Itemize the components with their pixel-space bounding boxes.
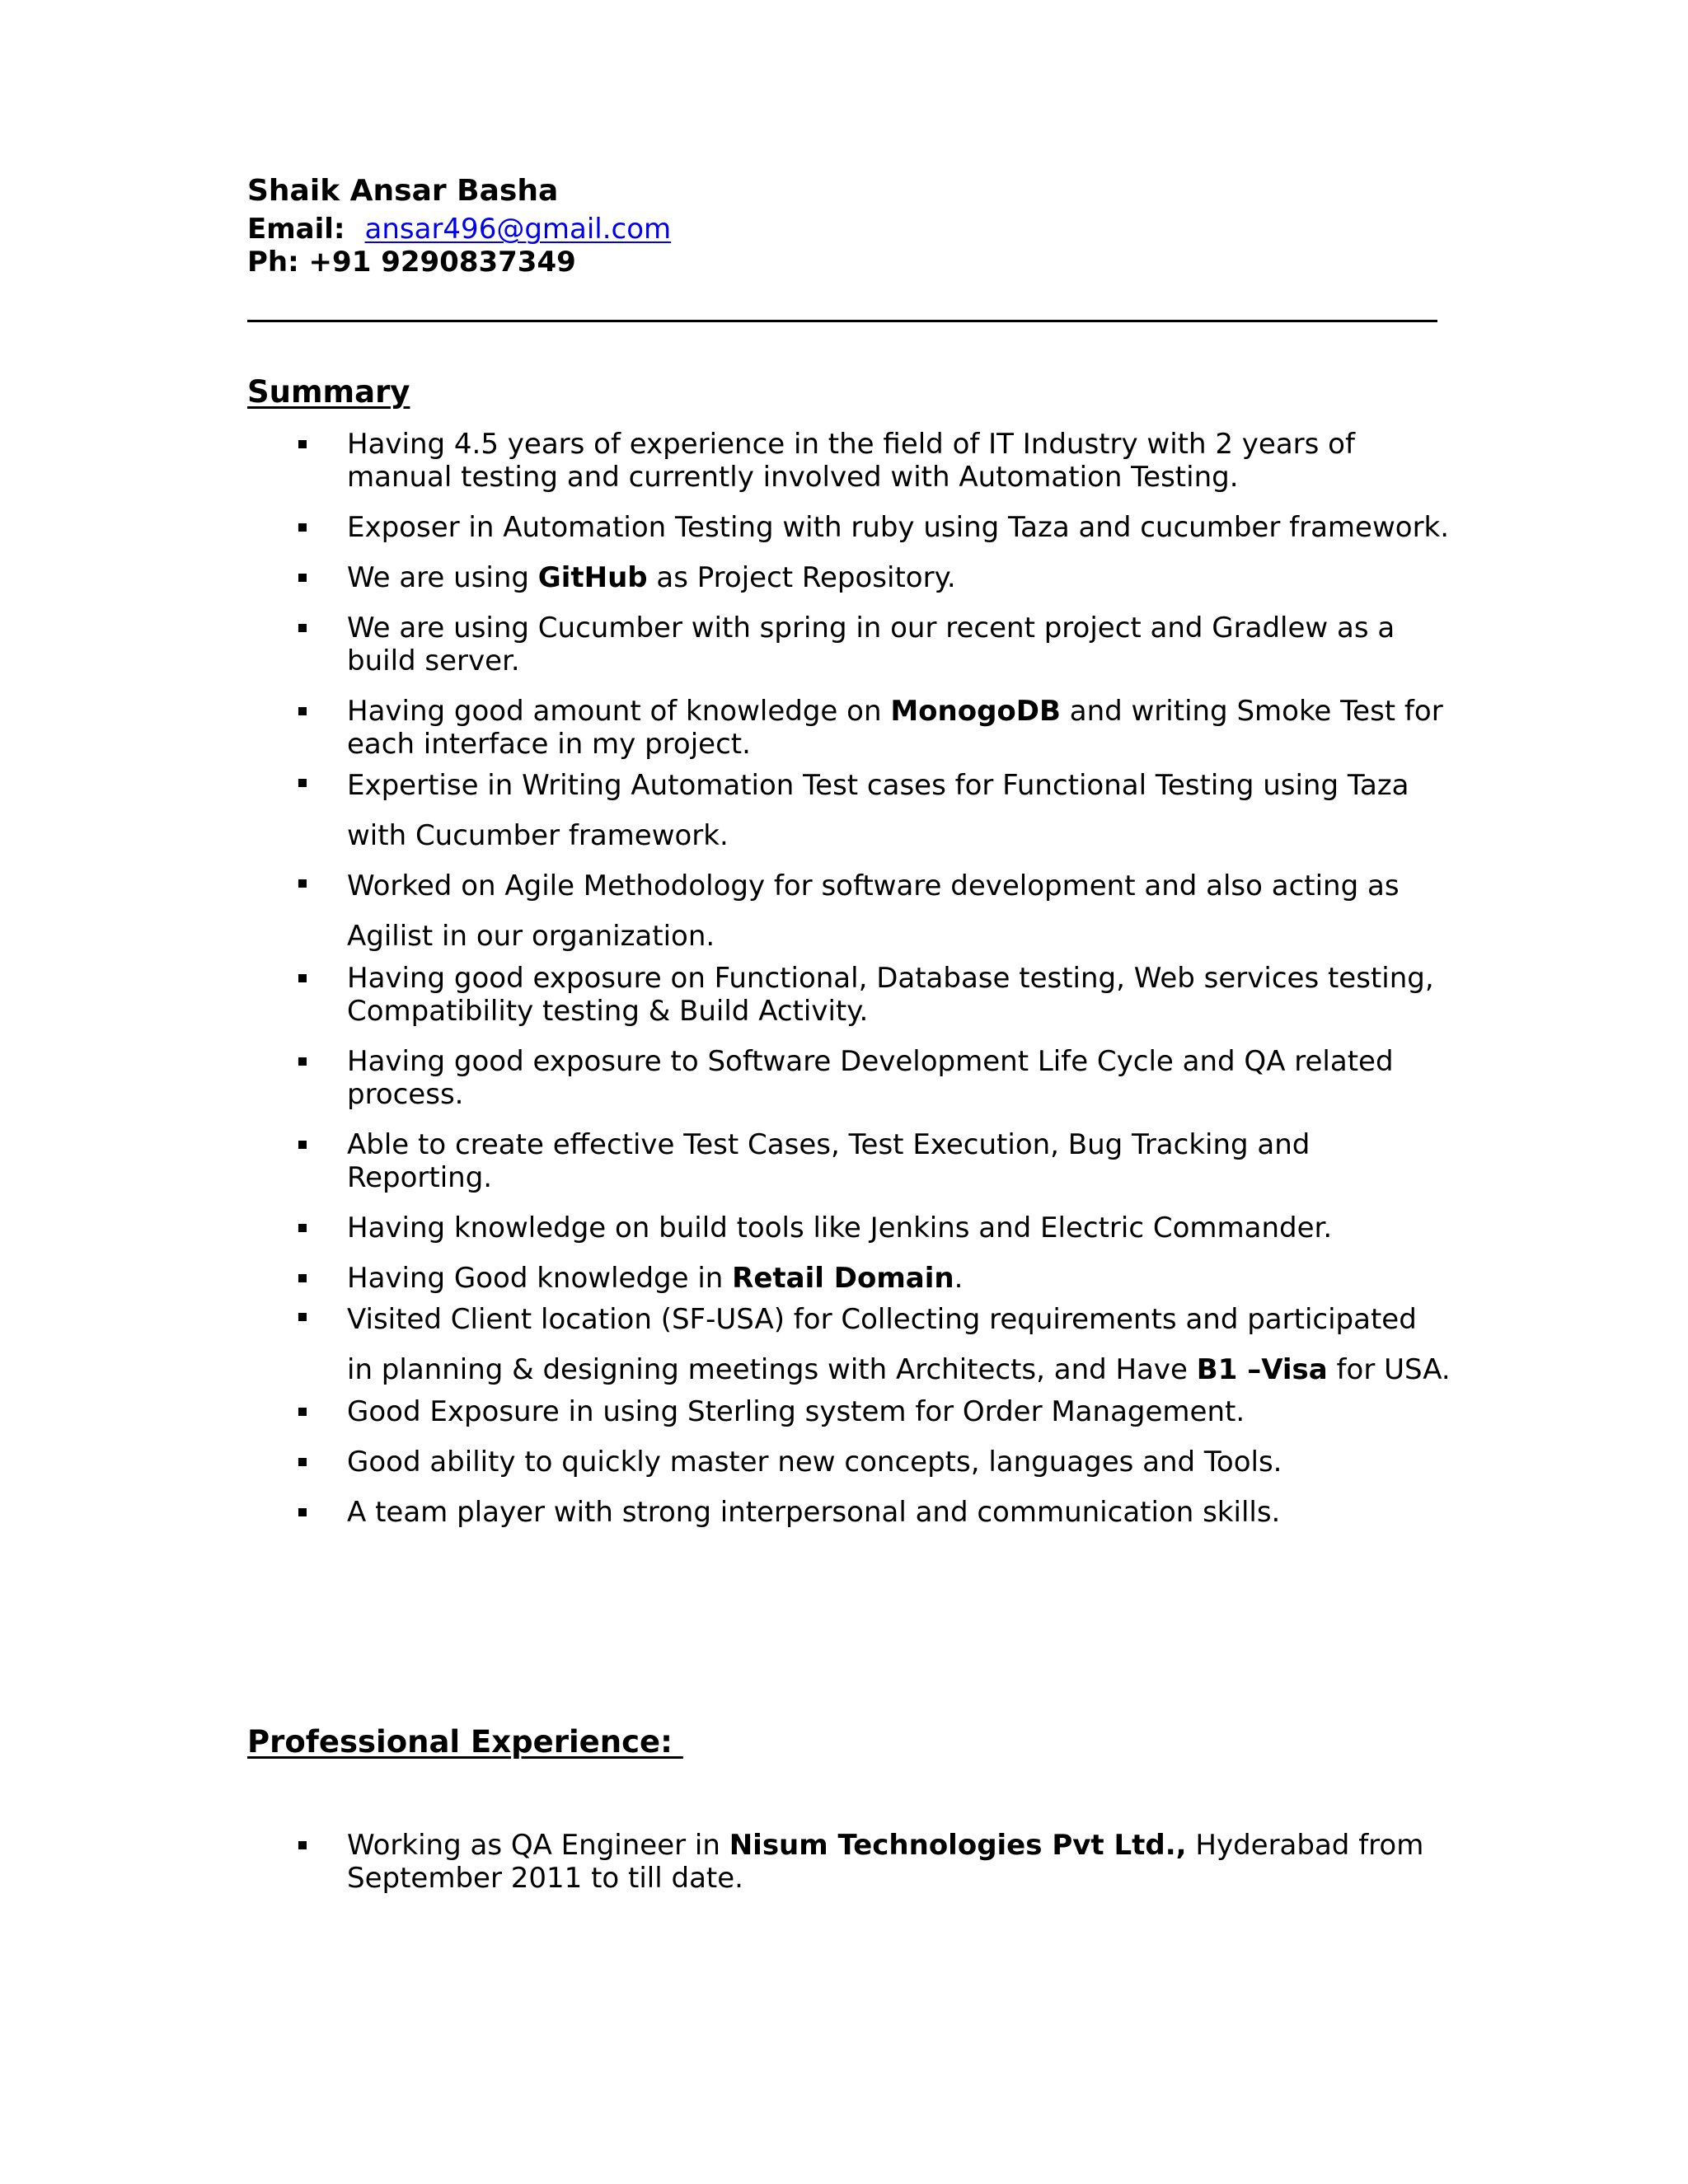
square-bullet-icon	[298, 440, 307, 448]
item-text: Having good amount of knowledge on	[347, 695, 891, 728]
item-text: .	[954, 1262, 964, 1295]
item-text: We are using Cucumber with spring in our recent project and Gradlew as a build server.	[347, 612, 1395, 677]
list-item	[247, 1262, 1451, 1295]
square-bullet-icon	[298, 1274, 307, 1282]
square-bullet-icon	[298, 1841, 307, 1849]
experience-list	[247, 1829, 1451, 1895]
list-item	[247, 612, 1451, 677]
list-item	[247, 1395, 1451, 1428]
email-link[interactable]: ansar496@gmail.com	[364, 213, 672, 246]
list-item	[247, 1045, 1451, 1111]
list-item	[247, 1496, 1451, 1529]
list-item	[247, 428, 1451, 494]
bold-text: B1 –Visa	[1196, 1353, 1328, 1386]
square-bullet-icon	[298, 1057, 307, 1066]
email-line	[247, 212, 671, 246]
item-text: Having Good knowledge in	[347, 1262, 733, 1295]
bold-text: MonogoDB	[890, 695, 1061, 728]
bold-text: Retail Domain	[732, 1262, 954, 1295]
square-bullet-icon	[298, 879, 307, 888]
square-bullet-icon	[298, 523, 307, 532]
list-item	[247, 1212, 1451, 1244]
list-item	[247, 511, 1451, 544]
square-bullet-icon	[298, 1508, 307, 1516]
item-text: Having knowledge on build tools like Jenkins and Electric Commander.	[347, 1212, 1333, 1244]
list-item	[247, 962, 1451, 1028]
square-bullet-icon	[298, 1224, 307, 1232]
list-item	[247, 1295, 1451, 1395]
list-item	[247, 1446, 1451, 1479]
item-text: Working as QA Engineer in	[347, 1829, 729, 1862]
square-bullet-icon	[298, 1408, 307, 1416]
bold-text: GitHub	[537, 561, 648, 594]
list-item	[247, 1829, 1451, 1895]
summary-list	[247, 428, 1451, 1529]
header-divider	[247, 320, 1437, 322]
item-text: Having 4.5 years of experience in the field of IT Industry with 2 years of manual testing and currently involved with Automation Testing.	[347, 428, 1355, 494]
experience-heading: Professional Experience:	[247, 1724, 683, 1760]
item-text: Good ability to quickly master new concepts, languages and Tools.	[347, 1446, 1282, 1479]
phone-line: Ph: +91 9290837349	[247, 246, 576, 279]
item-text: Hyderabad from September 2011 to till date.	[347, 1829, 1424, 1895]
candidate-name: Shaik Ansar Basha	[247, 174, 559, 208]
square-bullet-icon	[298, 779, 307, 787]
item-text: Good Exposure in using Sterling system for Order Management.	[347, 1395, 1245, 1428]
square-bullet-icon	[298, 1458, 307, 1466]
square-bullet-icon	[298, 1141, 307, 1149]
item-text: Able to create effective Test Cases, Test Execution, Bug Tracking and Reporting.	[347, 1128, 1311, 1194]
list-item	[247, 561, 1451, 594]
item-text: Having good exposure to Software Development Life Cycle and QA related process.	[347, 1045, 1394, 1111]
square-bullet-icon	[298, 707, 307, 715]
item-text: Expertise in Writing Automation Test cases for Functional Testing using Taza with Cucumber framework.	[347, 769, 1409, 852]
email-label: Email:	[247, 213, 345, 246]
item-text: A team player with strong interpersonal and communication skills.	[347, 1496, 1281, 1529]
item-text: We are using	[347, 561, 538, 594]
item-text: Visited Client location (SF-USA) for Collecting requirements and participated in planning & designing meetings with Architects, and Have	[347, 1303, 1417, 1386]
list-item	[247, 861, 1451, 962]
square-bullet-icon	[298, 574, 307, 582]
item-text: as Project Repository.	[647, 561, 956, 594]
square-bullet-icon	[298, 624, 307, 632]
bold-text: Nisum Technologies Pvt Ltd.,	[729, 1829, 1187, 1862]
square-bullet-icon	[298, 1313, 307, 1321]
list-item	[247, 1128, 1451, 1194]
item-text: Worked on Agile Methodology for software development and also acting as Agilist in our organization.	[347, 869, 1400, 953]
list-item	[247, 761, 1451, 861]
summary-heading: Summary	[247, 374, 410, 410]
item-text: Exposer in Automation Testing with ruby using Taza and cucumber framework.	[347, 511, 1450, 544]
item-text: and writing Smoke Test for each interface in my project.	[347, 695, 1443, 761]
item-text: Having good exposure on Functional, Database testing, Web services testing, Compatibility testing & Build Activity.	[347, 962, 1434, 1028]
item-text: for USA.	[1327, 1353, 1451, 1386]
square-bullet-icon	[298, 974, 307, 982]
list-item	[247, 695, 1451, 761]
